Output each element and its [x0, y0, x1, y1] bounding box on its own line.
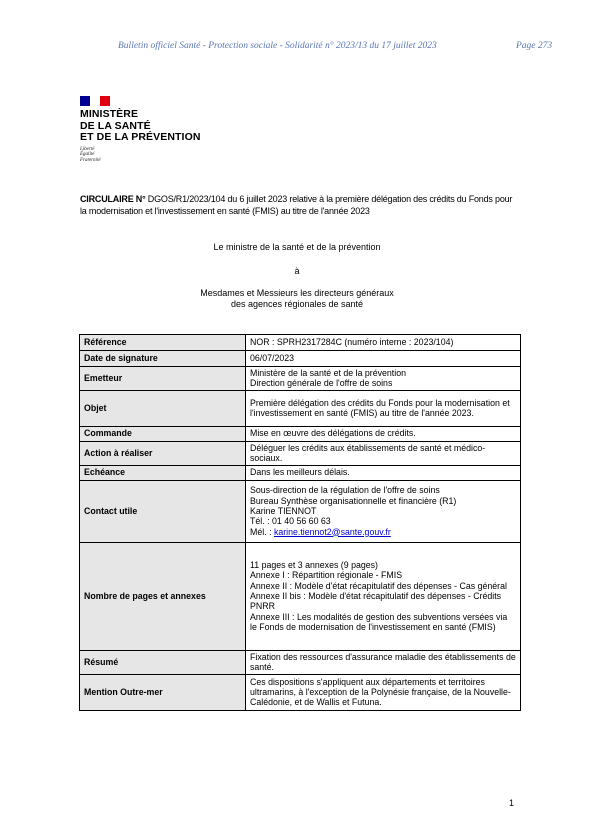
value-line: Ministère de la santé et de la prévention	[250, 368, 406, 378]
value-line: 06/07/2023	[250, 353, 295, 364]
value-line: Karine TIENNOT	[250, 505, 317, 516]
row-value	[246, 441, 521, 465]
value-line: Annexe III : Les modalités de gestion des subventions versées via le Fonds de modernisation de l'investissement en santé (FMIS)	[250, 611, 508, 632]
page-header	[0, 41, 594, 55]
value-line: Bureau Synthèse organisationnelle et financière (R1)	[250, 495, 457, 506]
value-line: NOR : SPRH2317284C (numéro interne : 2023/104)	[250, 337, 454, 348]
value-line: Fixation des ressources d'assurance maladie des établissements de santé.	[250, 651, 516, 673]
row-label: Action à réaliser	[80, 441, 246, 465]
row-label: Nombre de pages et annexes	[80, 542, 246, 650]
table-row	[80, 426, 521, 441]
motto-line: Égalité	[80, 152, 95, 157]
circulaire-text: DGOS/R1/2023/104 du 6 juillet 2023 relative à la première délégation des crédits du Fonds pour la modernisation et l'investissement en santé (FMIS) au titre de l'année 2023	[80, 194, 513, 216]
value-line: Ces dispositions s'appliquent aux départements et territoires ultramarins, à l'exception de la Polynésie française, de la Nouvelle-Calédonie, et de Wallis et Futuna.	[250, 676, 511, 708]
row-value	[246, 650, 521, 674]
email-line	[250, 527, 516, 537]
table-row	[80, 465, 521, 480]
table-row	[80, 367, 521, 391]
value-line: Mise en œuvre des délégations de crédits.	[250, 428, 416, 439]
ministry-logo	[80, 96, 201, 163]
to-word: à	[294, 266, 300, 276]
header-page-number: Page 273	[516, 41, 553, 51]
row-label: Contact utile	[80, 480, 246, 542]
motto-line: Liberté	[80, 146, 95, 152]
value-line: Déléguer les crédits aux établissements de santé et médico-sociaux.	[250, 442, 486, 464]
row-label: Commande	[80, 426, 246, 441]
value-line: Annexe I : Répartition régionale - FMIS	[250, 570, 403, 581]
table-row	[80, 650, 521, 674]
ministry-line: ET DE LA PRÉVENTION	[80, 131, 201, 143]
row-label: Objet	[80, 390, 246, 426]
ministry-line: DE LA SANTÉ	[80, 119, 151, 132]
value-line: 11 pages et 3 annexes (9 pages)	[250, 560, 378, 571]
table-row	[80, 390, 521, 426]
value-line: Sous-direction de la régulation de l'offre de soins	[250, 485, 440, 496]
sender-line: Le ministre de la santé et de la prévention	[213, 242, 381, 252]
table-row	[80, 674, 521, 710]
row-value	[246, 390, 521, 426]
row-label: Référence	[80, 335, 246, 351]
page-number: 1	[509, 798, 515, 808]
value-line: Dans les meilleurs délais.	[250, 467, 350, 478]
value-line: Première délégation des crédits du Fonds pour la modernisation et l'investissement en santé (FMIS) au titre de l'année 2023.	[250, 397, 510, 419]
table-row	[80, 542, 521, 650]
bulletin-reference: Bulletin officiel Santé - Protection sociale - Solidarité n° 2023/13 du 17 juillet 2023	[118, 41, 437, 51]
row-value	[246, 465, 521, 480]
table-row	[80, 480, 521, 542]
email-prefix: Mél. :	[250, 526, 274, 537]
table-row	[80, 351, 521, 367]
circulaire-label: CIRCULAIRE N°	[80, 194, 146, 204]
row-value	[246, 426, 521, 441]
row-label: Mention Outre-mer	[80, 674, 246, 710]
value-line: Direction générale de l'offre de soins	[250, 378, 393, 389]
ministry-name	[80, 109, 201, 144]
row-value	[246, 542, 521, 650]
circulaire-info-table	[79, 334, 521, 711]
row-value	[246, 674, 521, 710]
value-line: Tél. : 01 40 56 60 63	[250, 516, 331, 527]
row-value	[246, 367, 521, 391]
row-label: Emetteur	[80, 367, 246, 391]
row-label: Echéance	[80, 465, 246, 480]
french-flag-icon	[80, 96, 110, 106]
value-line: Annexe II bis : Modèle d'état récapitulatif des dépenses - Crédits PNRR	[250, 590, 502, 612]
recipient-line: Mesdames et Messieurs les directeurs généraux	[200, 288, 394, 298]
row-label: Résumé	[80, 650, 246, 674]
row-value	[246, 351, 521, 367]
table-row	[80, 441, 521, 465]
circulaire-title	[80, 193, 520, 217]
table-row	[80, 335, 521, 351]
email-link[interactable]: karine.tiennot2@sante.gouv.fr	[273, 526, 391, 537]
motto-line: Fraternité	[80, 157, 101, 163]
republic-motto	[80, 147, 201, 164]
value-line: Annexe II : Modèle d'état récapitulatif des dépenses - Cas général	[250, 580, 507, 591]
row-value	[246, 480, 521, 542]
row-label: Date de signature	[80, 351, 246, 367]
ministry-line: MINISTÈRE	[80, 108, 139, 120]
row-value	[246, 335, 521, 351]
recipient-line: des agences régionales de santé	[230, 299, 364, 309]
